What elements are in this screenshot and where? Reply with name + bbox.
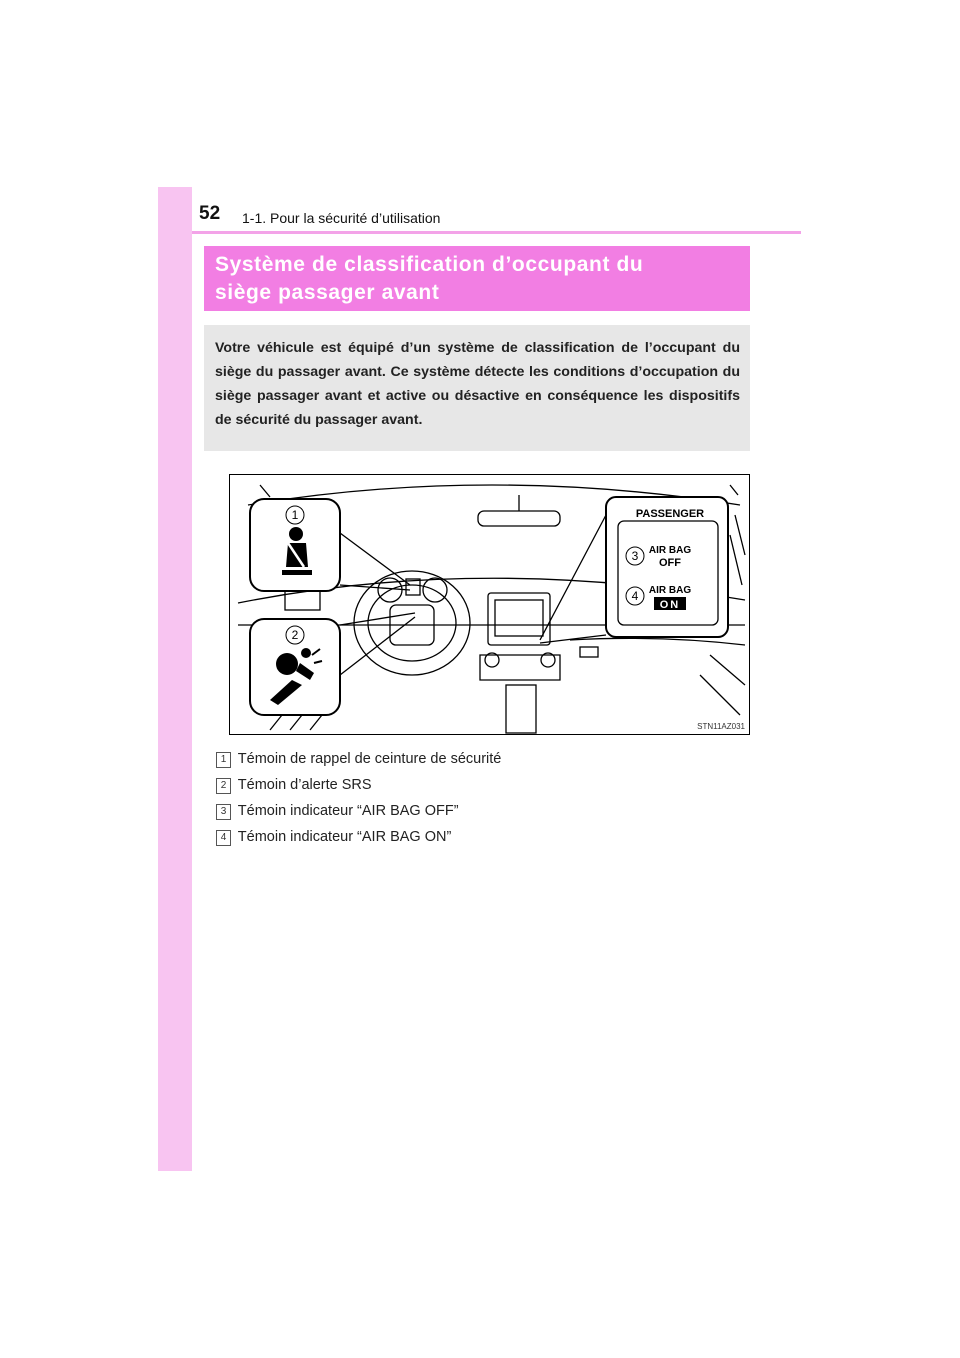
- legend-item: [216, 751, 501, 771]
- page-title: [204, 246, 750, 311]
- airbag-off-line2: OFF: [659, 557, 681, 569]
- page-title-line1: Système de classification d’occupant du: [215, 253, 644, 276]
- intro-paragraph: Votre véhicule est équipé d’un système de classification de l’occupant du siège du passager avant. Ce système détecte les conditions d’occupation du siège passager avant et active ou désactive en conséquence les dispositifs de sécurité du passager avant.: [204, 325, 750, 451]
- legend-text: Témoin de rappel de ceinture de sécurité: [237, 751, 502, 767]
- legend-text: Témoin indicateur “AIR BAG OFF”: [237, 803, 459, 819]
- callout-4-number: 4: [631, 589, 639, 603]
- leader-2: [340, 613, 415, 675]
- legend-text: Témoin indicateur “AIR BAG ON”: [237, 829, 452, 845]
- header-rule: [192, 231, 801, 234]
- dashboard-drawing: [230, 475, 750, 735]
- airbag-off-line1: AIR BAG: [648, 545, 692, 556]
- legend-number: 3: [216, 804, 231, 820]
- legend-item: [216, 829, 451, 849]
- section-title: 1-1. Pour la sécurité d’utilisation: [242, 210, 441, 226]
- center-screen: [488, 593, 550, 645]
- callout-1-number: 1: [291, 508, 299, 522]
- airbag-on-line1: AIR BAG: [648, 585, 692, 596]
- rear-mirror: [478, 511, 560, 526]
- legend-number: 4: [216, 830, 231, 846]
- legend-number: 1: [216, 752, 231, 768]
- passenger-label: PASSENGER: [635, 508, 705, 520]
- legend-item: [216, 777, 372, 797]
- figure-code: STN11AZ031: [697, 722, 745, 731]
- legend-item: [216, 803, 459, 823]
- callout-3-number: 3: [631, 549, 639, 563]
- airbag-on-line2: ON: [659, 599, 681, 611]
- page-number: 52: [199, 203, 221, 224]
- side-tab-band: [158, 187, 192, 1171]
- legend-number: 2: [216, 778, 231, 794]
- dashboard-illustration: [229, 474, 750, 735]
- page-title-line2: siège passager avant: [215, 281, 440, 304]
- callout-2-number: 2: [291, 628, 299, 642]
- legend-text: Témoin d’alerte SRS: [237, 777, 372, 793]
